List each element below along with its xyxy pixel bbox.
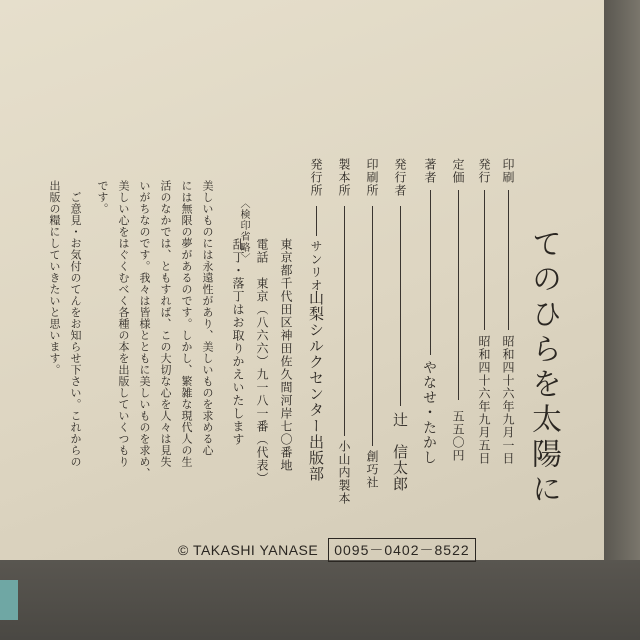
print-label: 印刷 — [501, 158, 515, 184]
printer-name: 創巧社 — [365, 450, 379, 489]
teal-spine-edge — [0, 580, 18, 620]
price-leader — [458, 190, 459, 400]
publisher-leader — [400, 206, 401, 406]
issue-label: 発行 — [477, 158, 491, 184]
defect-note: 乱丁・落丁はお取りかえいたします — [231, 238, 245, 446]
publisher-phone: 電話 東京（八六六）九一八一番（代表） — [255, 238, 269, 485]
page-edge — [604, 0, 640, 600]
printer-label: 印刷所 — [365, 158, 379, 197]
binder-leader — [344, 206, 345, 436]
message-line: 活のなかでは、ともすれば、この大切な心を人々は見失 — [159, 180, 172, 468]
message-line: には無限の夢があるのです。しかし、繁雑な現代人の生 — [180, 180, 193, 468]
message-line: です。 — [96, 180, 109, 215]
book-cover-edge — [0, 560, 640, 640]
price-label: 定価 — [451, 158, 465, 184]
issuer-leader — [316, 206, 317, 236]
message-line: 美しい心をはぐくむべく各種の本を出版していくつもり — [117, 180, 130, 468]
issue-date: 昭和四十六年九月五日 — [477, 335, 491, 465]
print-leader — [508, 190, 509, 330]
printer-leader — [372, 206, 373, 446]
author-name: やなせ・たかし — [421, 360, 437, 465]
copyright-text: © TAKASHI YANASE — [178, 542, 319, 558]
publisher-label: 発行者 — [393, 158, 407, 197]
message-line: いがちなのです。我々は皆様とともに美しいものを求め、 — [138, 180, 151, 479]
issuer-name: 山梨シルクセンター出版部 — [307, 290, 325, 482]
seal-omitted-note: 〈検印省略〉 — [238, 198, 249, 264]
author-leader — [430, 190, 431, 355]
print-date: 昭和四十六年九月一日 — [501, 335, 515, 465]
publisher-address: 東京都千代田区神田佐久間河岸七〇番地 — [279, 238, 293, 472]
book-code: 0095－0402－8522 — [328, 538, 475, 562]
message-line: 美しいものには永遠性があり、美しいものを求める心 — [201, 180, 214, 456]
price-value: 五五〇円 — [451, 410, 465, 462]
binder-label: 製本所 — [337, 158, 351, 197]
issue-leader — [484, 190, 485, 330]
binder-name: 小山内製本 — [337, 440, 351, 505]
message-line: ご意見・お気付のてんをお知らせ下さい。これからの — [69, 180, 82, 468]
issuer-brand: サンリオ — [309, 240, 323, 292]
publisher-name: 辻 信太郎 — [391, 412, 409, 492]
copyright-line — [178, 541, 476, 559]
message-line: 出版の糧にしていきたいと思います。 — [48, 180, 61, 376]
author-label: 著者 — [423, 158, 437, 184]
book-title: てのひらを太陽に — [526, 228, 561, 508]
issuer-label: 発行所 — [309, 158, 323, 197]
